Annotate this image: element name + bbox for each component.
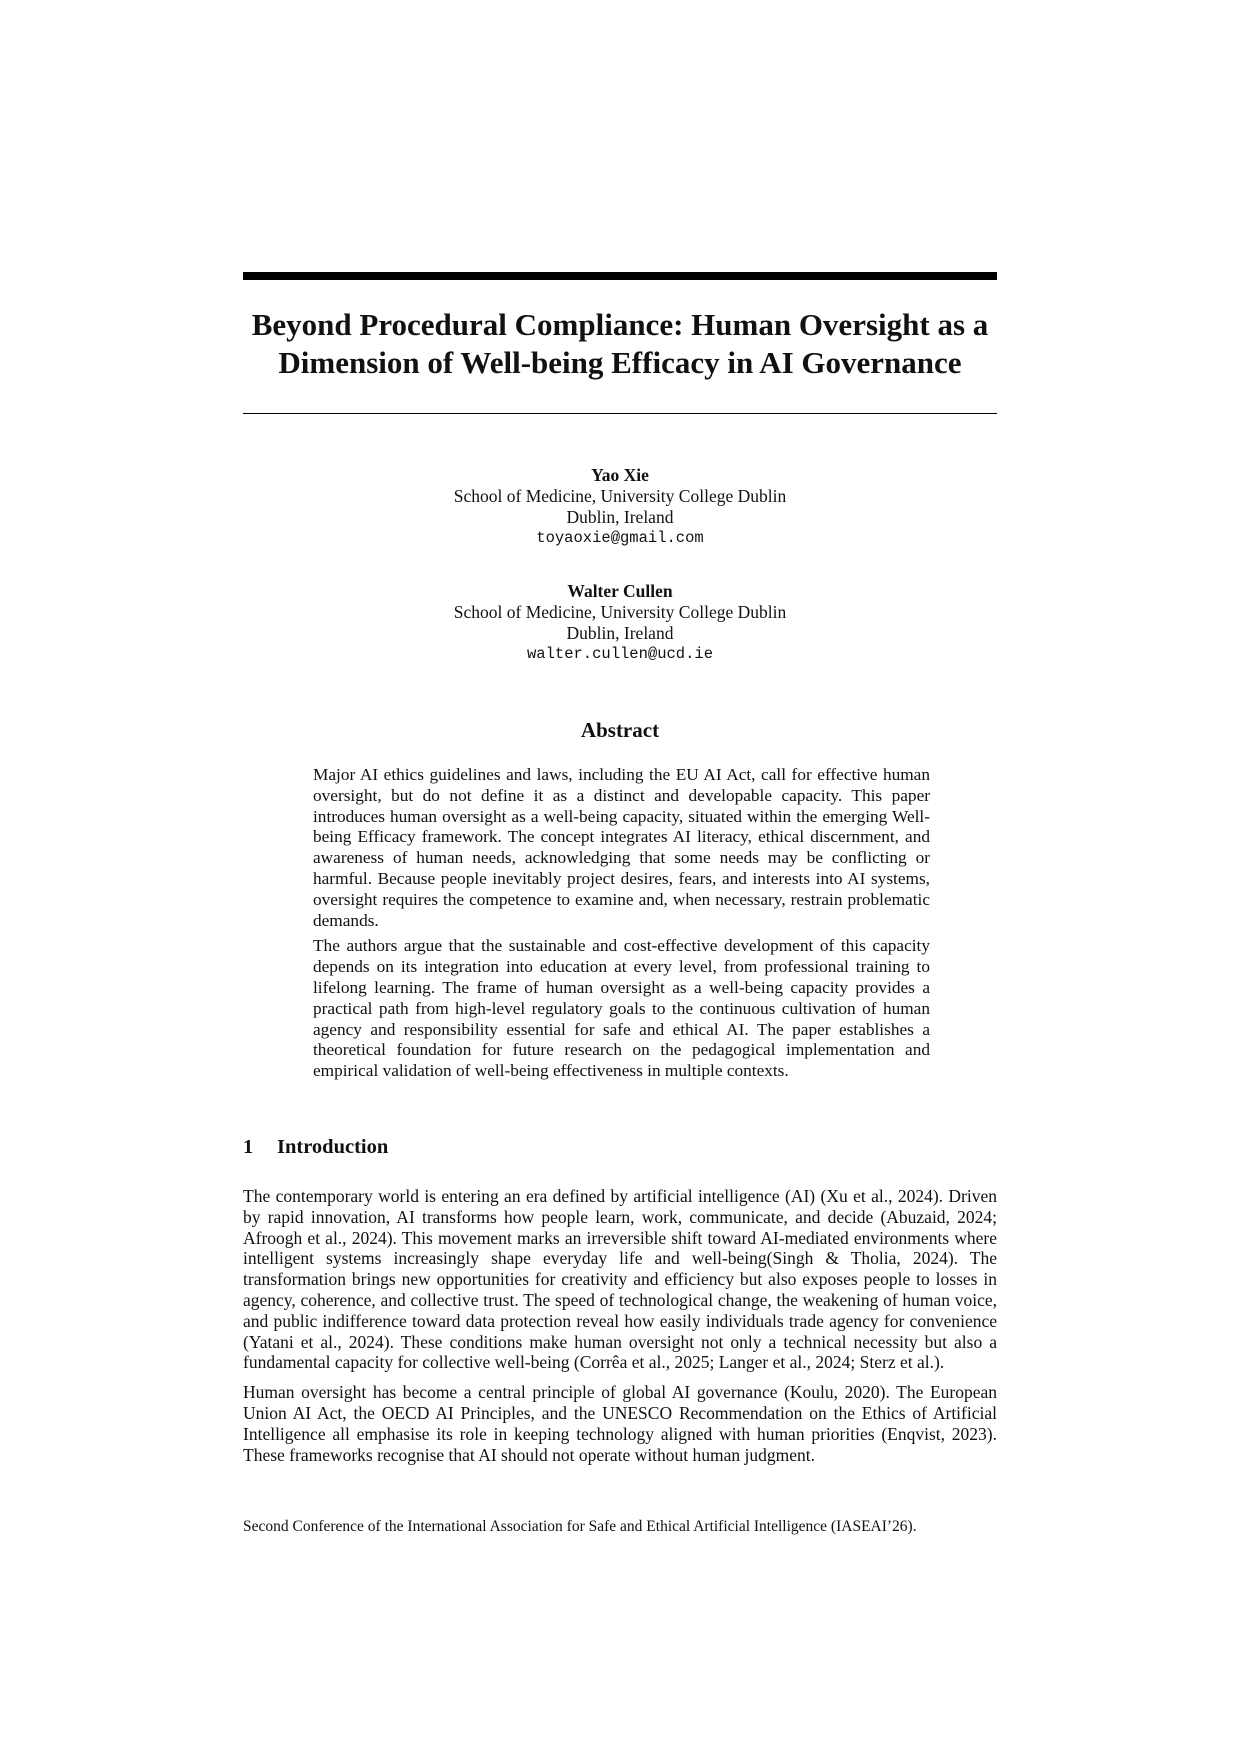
- abstract-paragraph: The authors argue that the sustainable and cost-effective development of this capacity depends on its integration into education at every level, from professional training to lifelong learning. The frame of human oversight as a well-being capacity provides a practical path from high-level regulatory goals to the continuous cultivation of human agency and responsibility essential for safe and ethical AI. The paper establishes a theoretical foundation for future research on the pedagogical implementation and empirical validation of well-being effectiveness in multiple contexts.: [313, 936, 930, 1081]
- author-name: Yao Xie: [591, 465, 649, 485]
- author-location: Dublin, Ireland: [566, 623, 674, 643]
- section-number: 1: [243, 1136, 254, 1158]
- conference-footnote: Second Conference of the International Association for Safe and Ethical Artificial Intelligence (IASEAI’26).: [243, 1518, 917, 1535]
- author-affiliation: School of Medicine, University College Dublin: [453, 486, 787, 506]
- abstract-body: [313, 765, 930, 1087]
- section-heading: [243, 1136, 388, 1159]
- author-block: [370, 581, 870, 665]
- abstract-paragraph: Major AI ethics guidelines and laws, including the EU AI Act, call for effective human oversight, but do not define it as a distinct and developable capacity. This paper introduces human oversight as a well-being capacity, situated within the emerging Well-being Efficacy framework. The concept integrates AI literacy, ethical discernment, and awareness of human needs, acknowledging that some needs may be conflicting or harmful. Because people inevitably project desires, fears, and interests into AI systems, oversight requires the competence to examine and, when necessary, restrain problematic demands.: [313, 765, 930, 930]
- body-paragraph: The contemporary world is entering an era defined by artificial intelligence (AI) (Xu et al., 2024). Driven by rapid innovation, AI transforms how people learn, work, communicate, and decide (Abuzaid, 2024; Afroogh et al., 2024). This movement marks an irreversible shift toward AI-mediated environments where intelligent systems increasingly shape everyday life and well-being(Singh & Tholia, 2024). The transformation brings new opportunities for creativity and efficiency but also exposes people to losses in agency, coherence, and collective trust. The speed of technological change, the weakening of human voice, and public indifference toward data protection reveal how easily individuals trade agency for convenience (Yatani et al., 2024). These conditions make human oversight not only a technical necessity but also a fundamental capacity for collective well-being (Corrêa et al., 2025; Langer et al., 2024; Sterz et al.).: [243, 1186, 997, 1373]
- author-location: Dublin, Ireland: [566, 507, 674, 527]
- author-name: Walter Cullen: [567, 581, 673, 601]
- author-block: [370, 465, 870, 549]
- author-email: walter.cullen@ucd.ie: [526, 645, 714, 663]
- author-affiliation: School of Medicine, University College Dublin: [453, 602, 787, 622]
- abstract-heading: Abstract: [580, 718, 660, 742]
- body-paragraph: Human oversight has become a central principle of global AI governance (Koulu, 2020). The European Union AI Act, the OECD AI Principles, and the UNESCO Recommendation on the Ethics of Artificial Intelligence all emphasise its role in keeping technology aligned with human priorities (Enqvist, 2023). These frameworks recognise that AI should not operate without human judgment.: [243, 1382, 997, 1465]
- section-body: [243, 1186, 997, 1474]
- title-bottom-rule: [243, 413, 997, 414]
- author-email: toyaoxie@gmail.com: [536, 529, 704, 547]
- title-top-rule: [243, 272, 997, 280]
- section-title: Introduction: [277, 1136, 389, 1158]
- paper-title: Beyond Procedural Compliance: Human Oversight as a Dimension of Well-being Efficacy in AI Governance: [251, 307, 989, 380]
